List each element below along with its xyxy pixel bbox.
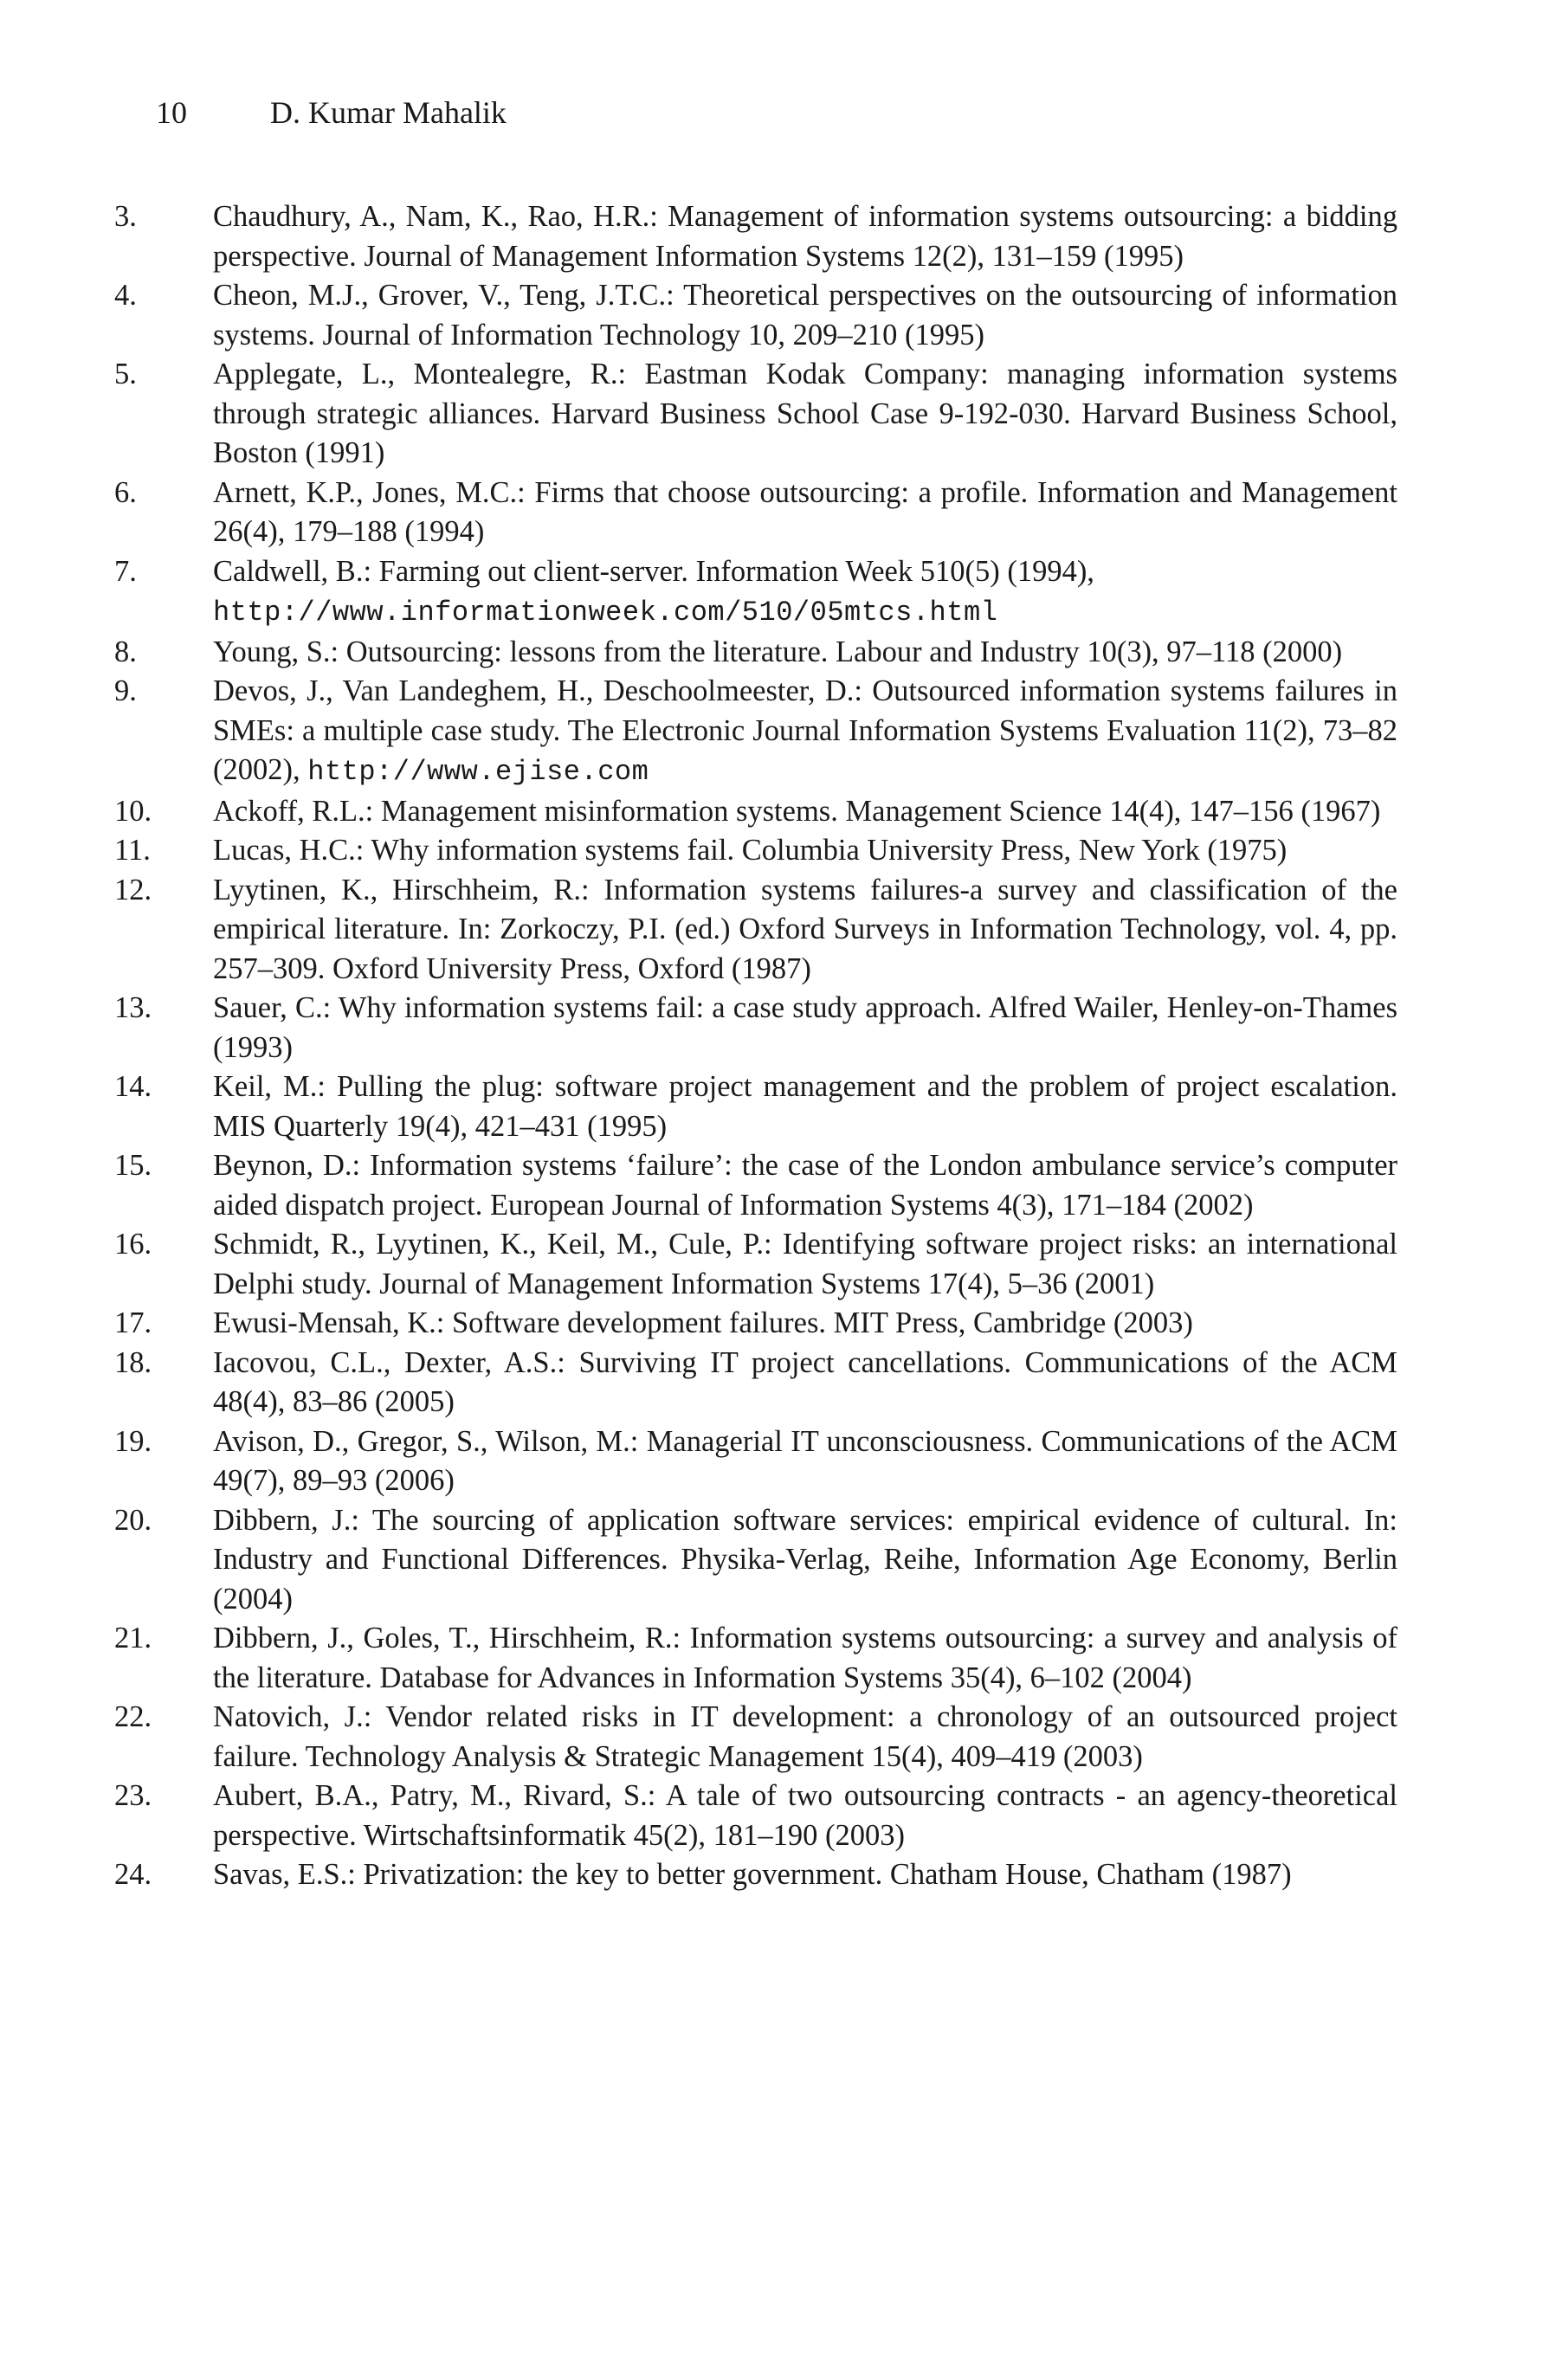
reference-number: 21. [114,1622,152,1654]
reference-number: 16. [114,1228,152,1261]
reference-number: 24. [114,1858,152,1891]
reference-text: Natovich, J.: Vendor related risks in IT development: a chronology of an outsourced project failure. Technology Analysis & Strategic Management 15(4), 409–419 (2003) [213,1700,1397,1773]
reference-item [114,1225,1397,1304]
reference-text: Chaudhury, A., Nam, K., Rao, H.R.: Management of information systems outsourcing: a bidding perspective. Journal of Management Information Systems 12(2), 131–159 (1995) [213,200,1397,273]
reference-url-link[interactable]: http://www.informationweek.com/510/05mtcs.html [213,597,998,629]
reference-item [114,672,1397,792]
reference-number: 7. [114,554,137,588]
reference-number: 4. [114,279,137,312]
reference-number: 19. [114,1424,152,1458]
reference-number: 8. [114,635,137,668]
reference-item [114,276,1397,355]
reference-number: 9. [114,674,137,707]
reference-number: 23. [114,1779,152,1812]
reference-item [114,1698,1397,1777]
reference-number: 13. [114,991,152,1024]
reference-number: 20. [114,1503,152,1537]
reference-number: 17. [114,1306,152,1339]
reference-text: Beynon, D.: Information systems ‘failure’: the case of the London ambulance service’s computer aided dispatch project. European Journal of Information Systems 4(3), 171–184 (2002) [213,1149,1397,1222]
reference-text: Sauer, C.: Why information systems fail: a case study approach. Alfred Wailer, Henley-on-Thames (1993) [213,991,1397,1064]
reference-item [114,1344,1397,1422]
reference-item [114,1304,1397,1344]
reference-item [114,989,1397,1067]
reference-item [114,355,1397,474]
reference-item [114,871,1397,990]
reference-item [114,1067,1397,1146]
reference-number: 18. [114,1345,152,1379]
reference-item [114,1855,1397,1895]
reference-text: Applegate, L., Montealegre, R.: Eastman Kodak Company: managing information systems through strategic alliances. Harvard Business School Case 9-192-030. Harvard Business School, Boston (1991) [213,358,1397,469]
reference-item [114,792,1397,832]
running-head [156,94,507,132]
reference-text: Ewusi-Mensah, K.: Software development failures. MIT Press, Cambridge (2003) [213,1306,1193,1339]
reference-text: Savas, E.S.: Privatization: the key to better government. Chatham House, Chatham (1987) [213,1858,1292,1891]
reference-item [114,1619,1397,1698]
reference-number: 15. [114,1149,152,1182]
reference-item [114,1501,1397,1620]
reference-number: 12. [114,873,152,906]
reference-text: Devos, J., Van Landeghem, H., Deschoolmeester, D.: Outsourced information systems failures in SMEs: a multiple case study. The Electronic Journal Information Systems Evaluation 11(2), 73–82 (2002), [213,674,1397,786]
reference-item [114,197,1397,276]
reference-number: 3. [114,200,137,233]
reference-list [114,197,1397,1895]
reference-text: Iacovou, C.L., Dexter, A.S.: Surviving IT project cancellations. Communications of the ACM 48(4), 83–86 (2005) [213,1345,1397,1418]
reference-url-link[interactable]: http://www.ejise.com [307,756,649,788]
page-number: 10 [156,95,187,130]
reference-item [114,1146,1397,1225]
reference-item [114,633,1397,673]
reference-text: Lucas, H.C.: Why information systems fail. Columbia University Press, New York (1975) [213,834,1288,867]
reference-text: Keil, M.: Pulling the plug: software project management and the problem of project escalation. MIS Quarterly 19(4), 421–431 (1995) [213,1070,1397,1143]
reference-number: 11. [114,834,151,867]
reference-item [114,474,1397,552]
reference-item [114,1777,1397,1855]
reference-text: Schmidt, R., Lyytinen, K., Keil, M., Cule, P.: Identifying software project risks: an international Delphi study. Journal of Management Information Systems 17(4), 5–36 (2001) [213,1228,1397,1300]
reference-text: Lyytinen, K., Hirschheim, R.: Information systems failures-a survey and classification of the empirical literature. In: Zorkoczy, P.I. (ed.) Oxford Surveys in Information Technology, vol. 4, pp. 257–309. Oxford University Press, Oxford (1987) [213,873,1397,985]
reference-text: Caldwell, B.: Farming out client-server. Information Week 510(5) (1994), [213,554,1094,588]
reference-item [114,1422,1397,1501]
reference-number: 14. [114,1070,152,1103]
reference-text: Aubert, B.A., Patry, M., Rivard, S.: A tale of two outsourcing contracts - an agency-theoretical perspective. Wirtschaftsinformatik 45(2), 181–190 (2003) [213,1779,1397,1852]
reference-text: Dibbern, J.: The sourcing of application software services: empirical evidence of cultural. In: Industry and Functional Differences. Physika-Verlag, Reihe, Information Age Economy, Berlin (2004) [213,1503,1397,1616]
reference-number: 22. [114,1700,152,1733]
reference-text: Young, S.: Outsourcing: lessons from the literature. Labour and Industry 10(3), 97–118 (2000) [213,635,1343,668]
running-head-author: D. Kumar Mahalik [270,95,507,130]
reference-text: Ackoff, R.L.: Management misinformation systems. Management Science 14(4), 147–156 (1967) [213,794,1381,828]
reference-number: 6. [114,475,137,509]
reference-text: Dibbern, J., Goles, T., Hirschheim, R.: Information systems outsourcing: a survey and analysis of the literature. Database for Advances in Information Systems 35(4), 6–102 (2004) [213,1622,1397,1694]
reference-text: Avison, D., Gregor, S., Wilson, M.: Managerial IT unconsciousness. Communications of the ACM 49(7), 89–93 (2006) [213,1424,1397,1497]
reference-item [114,552,1397,633]
reference-text: Cheon, M.J., Grover, V., Teng, J.T.C.: Theoretical perspectives on the outsourcing of information systems. Journal of Information Technology 10, 209–210 (1995) [213,279,1397,352]
reference-number: 5. [114,358,137,390]
reference-text: Arnett, K.P., Jones, M.C.: Firms that choose outsourcing: a profile. Information and Management 26(4), 179–188 (1994) [213,475,1397,548]
reference-item [114,831,1397,871]
reference-number: 10. [114,794,152,828]
